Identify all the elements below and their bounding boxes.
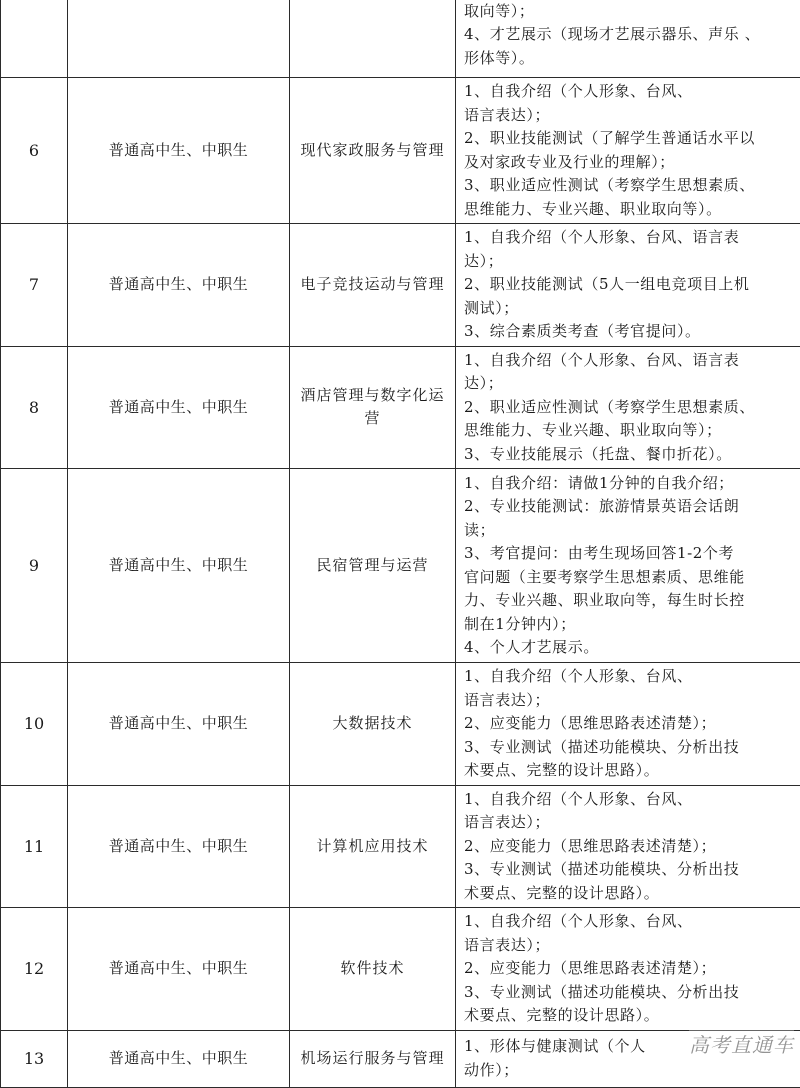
exam-content-line: 术要点、完整的设计思路）。	[464, 882, 796, 906]
exam-content-line: 1、自我介绍（个人形象、台风、	[464, 788, 796, 812]
row-number: 10	[1, 663, 68, 786]
table-row	[1, 469, 800, 663]
exam-content-line: 力、专业兴趣、职业取向等，每生时长控	[464, 589, 796, 613]
exam-content-line: 3、考官提问：由考生现场回答1-2个考	[464, 542, 796, 566]
exam-content	[456, 224, 800, 347]
major-name: 民宿管理与运营	[290, 469, 456, 663]
enrollment-target: 普通高中生、中职生	[68, 224, 290, 347]
major-name: 大数据技术	[290, 663, 456, 786]
exam-content-line: 1、自我介绍（个人形象、台风、语言表	[464, 226, 796, 250]
enrollment-target: 普通高中生、中职生	[68, 78, 290, 224]
exam-content-line: 术要点、完整的设计思路）。	[464, 1004, 796, 1028]
exam-content-line: 语言表达）；	[464, 104, 796, 128]
exam-content	[456, 469, 800, 663]
exam-content-line: 3、综合素质类考查（考官提问）。	[464, 320, 796, 344]
exam-content-line: 思维能力、专业兴趣、职业取向等）；	[464, 419, 796, 443]
enrollment-target: 普通高中生、中职生	[68, 469, 290, 663]
table-body	[1, 0, 800, 1087]
exam-content	[456, 78, 800, 224]
major-name	[290, 0, 456, 78]
exam-content-line: 读；	[464, 519, 796, 543]
exam-content-line: 1、自我介绍（个人形象、台风、	[464, 80, 796, 104]
major-name: 现代家政服务与管理	[290, 78, 456, 224]
exam-content	[456, 0, 800, 78]
table-row	[1, 224, 800, 347]
exam-content	[456, 785, 800, 908]
major-name: 软件技术	[290, 908, 456, 1031]
major-name: 电子竞技运动与管理	[290, 224, 456, 347]
row-number	[1, 0, 68, 78]
major-name: 酒店管理与数字化运营	[290, 346, 456, 469]
enrollment-target: 普通高中生、中职生	[68, 1030, 290, 1087]
exam-content-line: 术要点、完整的设计思路）。	[464, 759, 796, 783]
table-row	[1, 346, 800, 469]
row-number: 12	[1, 908, 68, 1031]
exam-content-line: 3、专业测试（描述功能模块、分析出技	[464, 981, 796, 1005]
table-row	[1, 0, 800, 78]
row-number: 7	[1, 224, 68, 347]
table-row	[1, 663, 800, 786]
exam-content-line: 语言表达）；	[464, 934, 796, 958]
exam-content-line: 3、专业技能展示（托盘、餐巾折花）。	[464, 443, 796, 467]
exam-content-line: 1、形体与健康测试（个人	[464, 1035, 796, 1059]
watermark-text: 高考直通车	[689, 1029, 794, 1058]
enrollment-target: 普通高中生、中职生	[68, 663, 290, 786]
exam-content-line: 达）；	[464, 372, 796, 396]
exam-content-line: 动作）；	[464, 1059, 796, 1083]
exam-content-line: 3、职业适应性测试（考察学生思想素质、	[464, 174, 796, 198]
enrollment-target	[68, 0, 290, 78]
exam-content	[456, 346, 800, 469]
exam-content-line: 测试）；	[464, 297, 796, 321]
exam-content-line: 2、职业技能测试（5人一组电竞项目上机	[464, 273, 796, 297]
row-number: 13	[1, 1030, 68, 1087]
exam-content-line: 1、自我介绍：请做1分钟的自我介绍；	[464, 472, 796, 496]
table-row	[1, 78, 800, 224]
table-row	[1, 1030, 800, 1087]
exam-content-line: 3、专业测试（描述功能模块、分析出技	[464, 736, 796, 760]
exam-content-line: 取向等）；	[464, 0, 796, 23]
exam-content	[456, 663, 800, 786]
exam-content	[456, 908, 800, 1031]
exam-content-line: 思维能力、专业兴趣、职业取向等）。	[464, 198, 796, 222]
exam-content-line: 语言表达）；	[464, 811, 796, 835]
table-row	[1, 785, 800, 908]
row-number: 6	[1, 78, 68, 224]
exam-content-line: 4、个人才艺展示。	[464, 636, 796, 660]
exam-content-line: 形体等）。	[464, 47, 796, 71]
enrollment-target: 普通高中生、中职生	[68, 785, 290, 908]
exam-content-line: 达）；	[464, 250, 796, 274]
exam-content-line: 1、自我介绍（个人形象、台风、语言表	[464, 349, 796, 373]
enrollment-target: 普通高中生、中职生	[68, 346, 290, 469]
exam-content-line: 2、应变能力（思维思路表述清楚）；	[464, 712, 796, 736]
exam-content-line: 语言表达）；	[464, 689, 796, 713]
row-number: 8	[1, 346, 68, 469]
exam-content-line: 1、自我介绍（个人形象、台风、	[464, 910, 796, 934]
exam-content-line: 2、职业技能测试（了解学生普通话水平以	[464, 127, 796, 151]
exam-content-line: 1、自我介绍（个人形象、台风、	[464, 665, 796, 689]
enrollment-target: 普通高中生、中职生	[68, 908, 290, 1031]
exam-content-line: 3、专业测试（描述功能模块、分析出技	[464, 858, 796, 882]
exam-content-line: 4、才艺展示（现场才艺展示器乐、声乐 、	[464, 23, 796, 47]
exam-content-line: 制在1分钟内）；	[464, 613, 796, 637]
major-name: 机场运行服务与管理	[290, 1030, 456, 1087]
exam-content-line: 2、应变能力（思维思路表述清楚）；	[464, 957, 796, 981]
exam-content-line: 2、职业适应性测试（考察学生思想素质、	[464, 396, 796, 420]
exam-content-line: 2、应变能力（思维思路表述清楚）；	[464, 835, 796, 859]
exam-content-line: 及对家政专业及行业的理解）；	[464, 151, 796, 175]
exam-content-line: 2、专业技能测试：旅游情景英语会话朗	[464, 495, 796, 519]
table-row	[1, 908, 800, 1031]
major-name: 计算机应用技术	[290, 785, 456, 908]
row-number: 11	[1, 785, 68, 908]
row-number: 9	[1, 469, 68, 663]
exam-content-line: 官问题（主要考察学生思想素质、思维能	[464, 566, 796, 590]
